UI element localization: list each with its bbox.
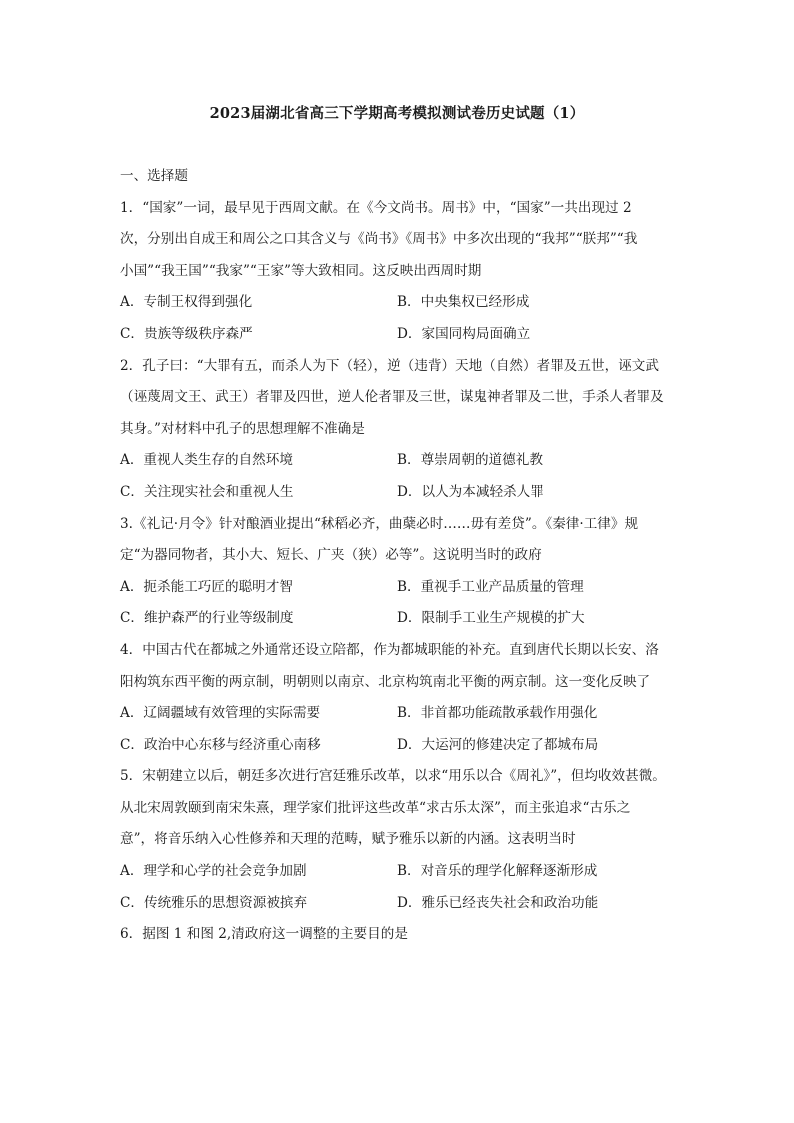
question-stem-line: 阳构筑东西平衡的两京制，明朝则以南京、北京构筑南北平衡的两京制。这一变化反映了 [120,673,651,690]
exam-content [120,161,680,951]
option-a: A．专制王权得到强化 [120,294,253,311]
question-6 [120,919,680,951]
option-c: C．关注现实社会和重视人生 [120,483,294,500]
question-stem-line: 次，分别出自成王和周公之口其含义与《尚书》《周书》中多次出现的“我邦”“朕邦”“我 [120,231,638,248]
page-title: 2023届湖北省高三下学期高考模拟测试卷历史试题（1） [209,105,585,122]
option-d: D．限制手工业生产规模的扩大 [397,610,585,627]
question-stem-line: 3.《礼记·月令》针对酿酒业提出“秫稻必齐，曲蘖必时……毋有差贷”。《秦律·工律》规 [120,515,639,532]
question-2 [120,351,680,509]
option-d: D．以人为本减轻杀人罪 [397,483,544,500]
option-d: D．大运河的修建决定了都城布局 [397,736,599,753]
question-stem-line: 1．“国家”一词，最早见于西周文献。在《今文尚书。周书》中，“国家”一共出现过 2 [120,199,632,216]
option-b: B．重视手工业产品质量的管理 [397,578,584,595]
question-stem-line: （诬蔑周文王、武王）者罪及四世，逆人伦者罪及三世，谋鬼神者罪及二世，手杀人者罪及 [120,389,664,406]
option-a: A．重视人类生存的自然环境 [120,452,293,469]
option-b: B．中央集权已经形成 [397,294,530,311]
option-d: D．家国同构局面确立 [397,325,531,342]
option-c: C．政治中心东移与经济重心南移 [120,736,321,753]
section-heading: 一、选择题 [120,168,188,184]
option-group [120,856,680,919]
question-4 [120,635,680,761]
question-stem-line: 小国”“我王国”“我家”“王家”等大致相同。这反映出西周时期 [120,262,482,279]
question-stem-line: 意”，将音乐纳入心性修养和天理的范畴，赋予雅乐以新的内涵。这表明当时 [120,831,576,848]
question-stem-line: 2．孔子曰：“大罪有五，而杀人为下（轻），逆（违背）天地（自然）者罪及五世，诬文武 [120,357,659,374]
question-1 [120,193,680,351]
question-stem-line: 从北宋周敦颐到南宋朱熹，理学家们批评这些改革“求古乐太深”，而主张追求“古乐之 [120,799,631,816]
question-stem-line: 定“为器同物者，其小大、短长、广夹（狭）必等”。这说明当时的政府 [120,547,542,564]
option-group [120,445,680,508]
option-c: C．贵族等级秩序森严 [120,325,253,342]
question-3 [120,509,680,635]
question-stem-line: 其身。”对材料中孔子的思想理解不准确是 [120,420,365,437]
option-c: C．传统雅乐的思想资源被摈弃 [120,894,308,911]
question-5 [120,761,680,919]
question-stem-line: 6．据图 1 和图 2,清政府这一调整的主要目的是 [120,926,408,943]
option-a: A．理学和心学的社会竞争加剧 [120,863,307,880]
option-b: B．对音乐的理学化解释逐渐形成 [397,863,598,880]
option-a: A．扼杀能工巧匠的聪明才智 [120,578,293,595]
option-b: B．尊崇周朝的道德礼教 [397,452,543,469]
option-group [120,572,680,635]
option-group [120,698,680,761]
question-stem-line: 5．宋朝建立以后，朝廷多次进行宫廷雅乐改革，以求“用乐以合《周礼》”，但均收效甚微。 [120,768,666,785]
option-c: C．维护森严的行业等级制度 [120,610,294,627]
option-b: B．非首都功能疏散承载作用强化 [397,705,598,722]
question-stem-line: 4．中国古代在都城之外通常还设立陪都，作为都城职能的补充。直到唐代长期以长安、洛 [120,641,659,658]
option-a: A．辽阔疆域有效管理的实际需要 [120,705,321,722]
option-d: D．雅乐已经丧失社会和政治功能 [397,894,599,911]
option-group [120,287,680,350]
